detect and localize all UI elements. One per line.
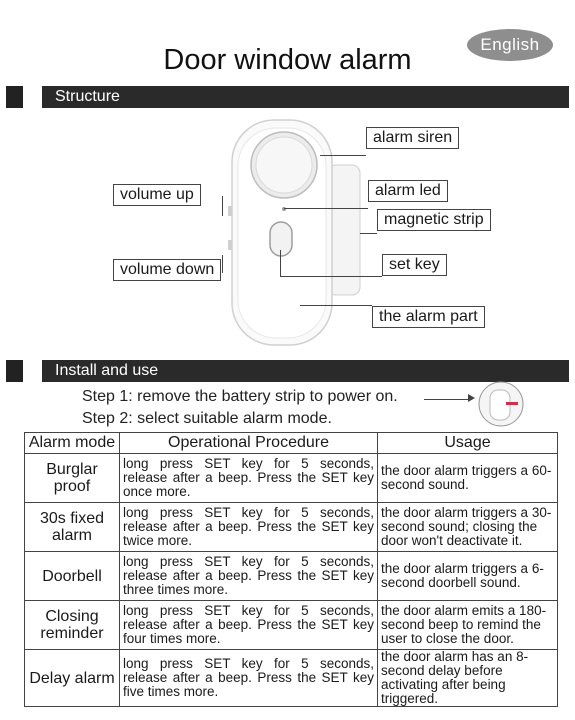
header-procedure: Operational Procedure: [120, 433, 378, 454]
header-alarm-mode: Alarm mode: [25, 433, 120, 454]
siren-pointer-line: [320, 155, 366, 156]
structure-section-title: Structure: [42, 86, 569, 108]
volume-up-label: volume up: [113, 184, 201, 206]
step-2-text: Step 2: select suitable alarm mode.: [82, 410, 332, 427]
language-button[interactable]: English: [467, 29, 553, 61]
magnetic-strip-label: magnetic strip: [377, 209, 491, 231]
mode-cell: 30s fixed alarm: [25, 503, 120, 552]
procedure-cell: long press SET key for 5 seconds, release after a beep. Press the SET key twice more.: [120, 503, 378, 552]
alarm-part-pointer-line: [300, 305, 372, 306]
table-header-row: [25, 433, 558, 454]
door-alarm-device-illustration: [200, 110, 370, 350]
mode-cell: Delay alarm: [25, 650, 120, 707]
setkey-pointer-line: [280, 276, 382, 277]
table-row: [25, 503, 558, 552]
procedure-cell: long press SET key for 5 seconds, release after a beep. Press the SET key three times more.: [120, 552, 378, 601]
alarm-led-label: alarm led: [368, 180, 448, 202]
volume-up-side-icon: [228, 206, 232, 216]
step-1-text: Step 1: remove the battery strip to power on.: [82, 388, 398, 405]
volume-down-label: volume down: [113, 259, 221, 281]
procedure-cell: long press SET key for 5 seconds, release after a beep. Press the SET key five times more.: [120, 650, 378, 707]
install-section-header: [6, 360, 569, 382]
volume-down-side-icon: [228, 240, 232, 250]
usage-cell: the door alarm triggers a 60-second sound.: [378, 454, 558, 503]
table-row: [25, 650, 558, 707]
usage-cell: the door alarm emits a 180-second beep to remind the user to close the door.: [378, 601, 558, 650]
procedure-cell: long press SET key for 5 seconds, release after a beep. Press the SET key four times more.: [120, 601, 378, 650]
mode-cell: Burglar proof: [25, 454, 120, 503]
table-row: [25, 552, 558, 601]
siren-inner-icon: [256, 137, 312, 193]
usage-cell: the door alarm has an 8-second delay before activating after being triggered.: [378, 650, 558, 707]
usage-cell: the door alarm triggers a 6-second doorbell sound.: [378, 552, 558, 601]
alarm-siren-label: alarm siren: [366, 127, 459, 149]
usage-cell: the door alarm triggers a 30-second sound; closing the door won't deactivate it.: [378, 503, 558, 552]
section-marker: [6, 86, 23, 108]
strip-pointer-line: [360, 233, 377, 234]
mode-cell: Closing reminder: [25, 601, 120, 650]
structure-section-header: [6, 86, 569, 108]
page-title: Door window alarm: [163, 44, 412, 76]
table-row: [25, 601, 558, 650]
battery-arrow-head-icon: [468, 394, 475, 402]
set-key-label: set key: [382, 254, 447, 276]
battery-arrow-line: [424, 399, 472, 400]
set-key-icon: [270, 222, 292, 256]
alarm-part-label: the alarm part: [372, 306, 485, 328]
volume-up-pointer-line: [222, 196, 223, 216]
led-pointer-line: [284, 208, 368, 209]
battery-strip-thumbnail: [476, 380, 526, 428]
mode-cell: Doorbell: [25, 552, 120, 601]
volume-down-pointer-line: [222, 255, 223, 273]
setkey-pointer-vertical: [280, 250, 281, 276]
alarm-mode-table: [24, 432, 558, 707]
battery-strip-icon: [506, 402, 518, 405]
table-row: [25, 454, 558, 503]
header-usage: Usage: [378, 433, 558, 454]
section-marker: [6, 360, 23, 382]
procedure-cell: long press SET key for 5 seconds, release after a beep. Press the SET key once more.: [120, 454, 378, 503]
install-section-title: Install and use: [42, 360, 569, 382]
